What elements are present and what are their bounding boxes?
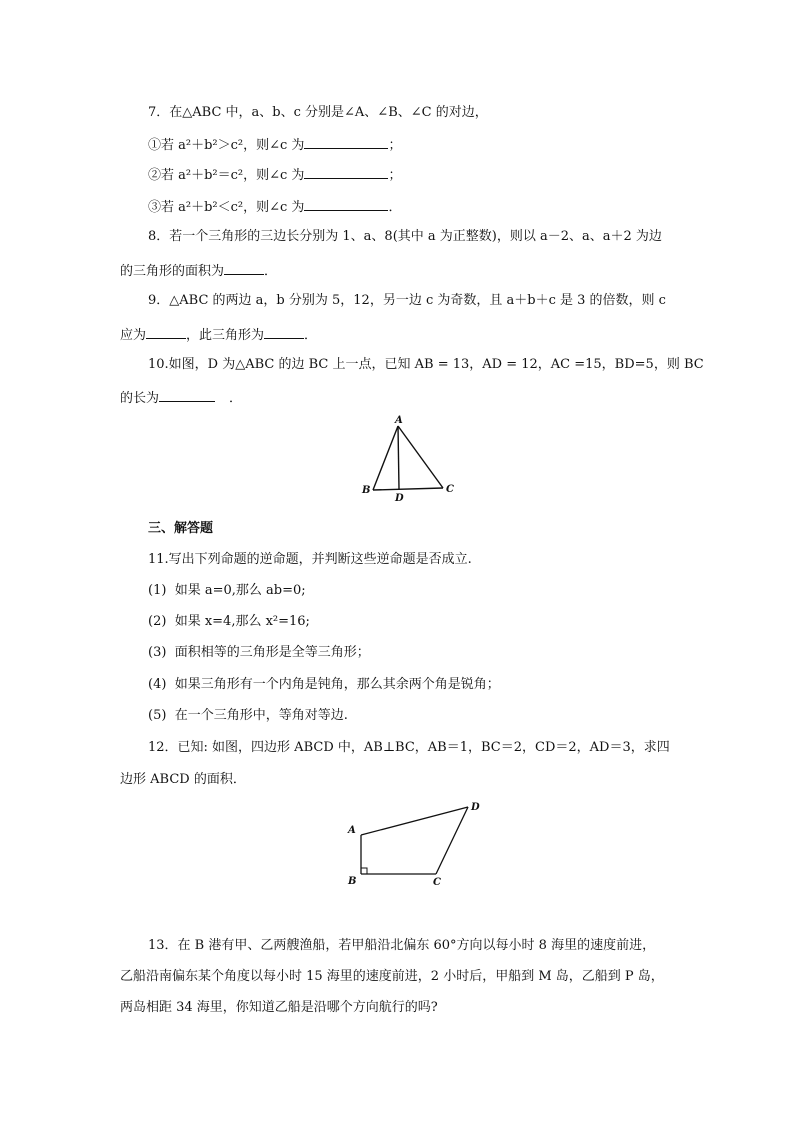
- answer-blank[interactable]: [264, 324, 304, 339]
- label-d: D: [471, 802, 480, 813]
- q8-line-2-punct: ．: [264, 264, 278, 279]
- q11-item-2-num: (2): [148, 614, 167, 629]
- q10-line-2: [120, 387, 242, 408]
- q11-item-5-text: 在一个三角形中，等角对等边.: [174, 708, 348, 723]
- label-d: D: [395, 493, 404, 504]
- q7-item-3-text: ③若 a²＋b²＜c²，则∠c 为: [148, 200, 305, 215]
- segment-ad: [398, 426, 399, 489]
- answer-blank[interactable]: [146, 324, 186, 339]
- q10-triangle-figure: [356, 412, 464, 504]
- q10-line-2-text: 的长为: [120, 391, 160, 406]
- q11-item-3-text: 面积相等的三角形是全等三角形；: [174, 645, 370, 660]
- q11-item-1-num: (1): [148, 583, 167, 598]
- q7-stem: 7．在△ABC 中，a、b、c 分别是∠A、∠B、∠C 的对边，: [148, 105, 488, 120]
- label-a: A: [348, 825, 356, 836]
- q11-item-4: [148, 676, 500, 694]
- right-angle-mark: [361, 868, 367, 874]
- segment-bc: [373, 488, 443, 490]
- q10-line-2-punct: ．: [229, 391, 243, 406]
- section-heading: 三、解答题: [148, 521, 214, 536]
- segment-ad: [361, 807, 468, 835]
- q8-line-1: 8．若一个三角形的三边长分别为 1、a、8(其中 a 为正整数)，则以 a－2、a、a＋2 为边: [148, 229, 662, 244]
- q11-item-3-num: (3): [148, 645, 167, 660]
- q11-item-1-text: 如果 a=0,那么 ab=0;: [174, 583, 306, 598]
- q13-line-2: 乙船沿南偏东某个角度以每小时 15 海里的速度前进，2 小时后，甲船到 M 岛，乙船到 P 岛，: [120, 969, 664, 984]
- q10-line-1: 10.如图，D 为△ABC 的边 BC 上一点，已知 AB = 13，AD = 12，AC =15，BD=5，则 BC: [148, 357, 704, 372]
- q13-line-3: 两岛相距 34 海里，你知道乙船是沿哪个方向航行的吗?: [120, 1000, 438, 1015]
- q9-line-2-mid: ，此三角形为: [186, 328, 265, 343]
- q9-line-2-text: 应为: [120, 328, 147, 343]
- q8-line-2-text: 的三角形的面积为: [120, 264, 225, 279]
- segment-ab: [373, 426, 398, 490]
- answer-blank[interactable]: [304, 134, 388, 149]
- label-c: C: [433, 877, 441, 888]
- q11-item-5-num: (5): [148, 708, 167, 723]
- q11-item-2: [148, 613, 310, 631]
- q12-quadrilateral-figure: [340, 796, 490, 888]
- q7-item-3: [148, 196, 401, 217]
- q11-item-3: [148, 644, 370, 662]
- answer-blank[interactable]: [304, 164, 388, 179]
- q11-item-4-num: (4): [148, 677, 167, 692]
- segment-cd: [436, 807, 468, 874]
- q12-line-2: 边形 ABCD 的面积．: [120, 772, 246, 787]
- q11-item-4-text: 如果三角形有一个内角是钝角，那么其余两个角是锐角；: [174, 677, 500, 692]
- q7-item-1: [148, 134, 401, 155]
- q7-item-2-text: ②若 a²＋b²＝c²，则∠c 为: [148, 168, 305, 183]
- segment-ac: [398, 426, 443, 488]
- q11-item-1: [148, 582, 306, 600]
- q9-line-2: [120, 324, 317, 345]
- q7-item-3-punct: ．: [388, 200, 402, 215]
- label-b: B: [348, 876, 357, 887]
- q9-line-2-punct: ．: [304, 328, 318, 343]
- q13-line-1: 13．在 B 港有甲、乙两艘渔船，若甲船沿北偏东 60°方向以每小时 8 海里的速度前进，: [148, 938, 656, 953]
- q11-stem: 11.写出下列命题的逆命题，并判断这些逆命题是否成立.: [148, 552, 472, 567]
- answer-blank[interactable]: [304, 196, 388, 211]
- q8-line-2: [120, 260, 277, 281]
- q9-line-1: 9．△ABC 的两边 a，b 分别为 5，12，另一边 c 为奇数，且 a＋b＋c 是 3 的倍数，则 c: [148, 293, 666, 308]
- label-b: B: [362, 485, 371, 496]
- label-a: A: [395, 415, 403, 426]
- q7-item-2-punct: ；: [388, 168, 402, 183]
- q11-item-2-text: 如果 x=4,那么 x²=16;: [174, 614, 310, 629]
- q7-item-1-text: ①若 a²＋b²＞c²，则∠c 为: [148, 138, 305, 153]
- answer-blank[interactable]: [224, 260, 264, 275]
- q11-item-5: [148, 707, 348, 725]
- q7-item-1-punct: ；: [388, 138, 402, 153]
- label-c: C: [446, 484, 454, 495]
- q7-item-2: [148, 164, 401, 185]
- answer-blank[interactable]: [159, 387, 215, 402]
- q12-line-1: 12．已知: 如图，四边形 ABCD 中，AB⊥BC，AB＝1，BC＝2，CD＝2，AD＝3，求四: [148, 740, 670, 755]
